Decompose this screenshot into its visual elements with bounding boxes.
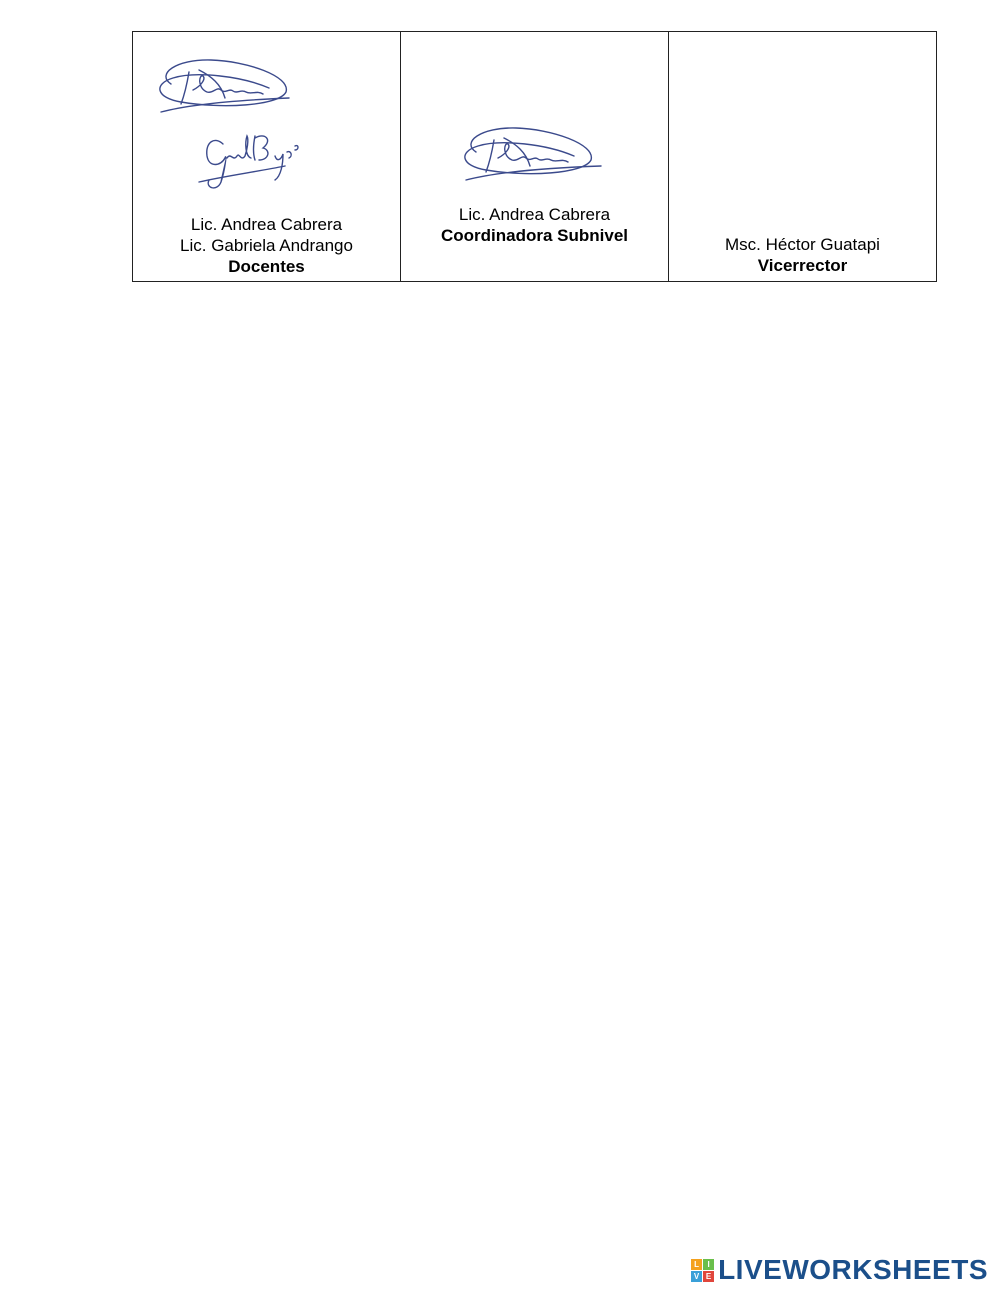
signature-cell-docentes [133,32,401,282]
coordinadora-names-block [401,204,668,246]
logo-letter-l: L [691,1259,702,1270]
docentes-role: Docentes [228,257,305,276]
signatures-row [133,32,937,282]
signature-coordinadora-image [456,122,606,184]
vicerrector-role: Vicerrector [757,256,848,275]
vicerrector-name: Msc. Héctor Guatapi [725,235,880,254]
logo-letter-v: V [691,1271,702,1282]
docente-name-2: Lic. Gabriela Andrango [180,236,353,255]
logo-letter-i: I [703,1259,714,1270]
signature-gabriela-andrango-image [195,122,305,194]
liveworksheets-brand-text: LIVEWORKSHEETS [718,1254,988,1285]
liveworksheets-logo [691,1254,988,1286]
vicerrector-names-block [669,234,936,276]
signature-andrea-cabrera-image [151,54,296,116]
docente-name-1: Lic. Andrea Cabrera [190,215,343,234]
signature-cell-coordinadora [401,32,669,282]
logo-letter-e: E [703,1271,714,1282]
signatures-table [132,31,937,282]
docentes-names-block [133,214,400,277]
signature-cell-vicerrector [669,32,937,282]
coordinadora-name: Lic. Andrea Cabrera [458,205,611,224]
liveworksheets-logo-icon [691,1259,714,1282]
coordinadora-role: Coordinadora Subnivel [440,226,629,245]
